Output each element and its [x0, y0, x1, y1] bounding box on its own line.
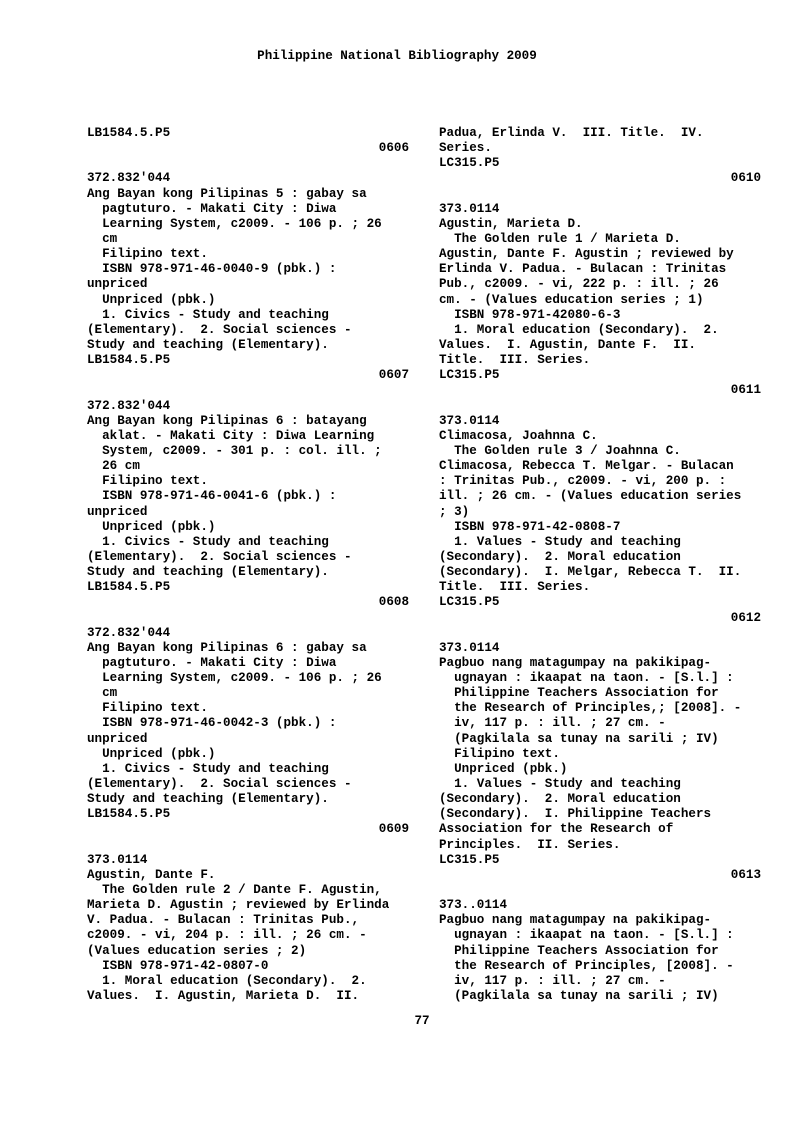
entry-line: Pagbuo nang matagumpay na pakikipag- — [439, 655, 712, 670]
entry-line: Ang Bayan kong Pilipinas 5 : gabay sa — [87, 186, 367, 201]
entry-line: The Golden rule 3 / Joahnna C. — [439, 443, 681, 458]
entry-separator — [87, 156, 409, 171]
entry-separator — [439, 187, 761, 202]
entry-line: Title. III. Series. — [439, 353, 591, 368]
entry-line: ISBN 978-971-42-0808-7 — [439, 519, 621, 534]
entry-line: ugnayan : ikaapat na taon. - [S.l.] : — [439, 671, 734, 686]
entry-line: Filipino text. — [439, 746, 560, 761]
entry-line: Learning System, c2009. - 106 p. ; 26 — [87, 671, 382, 686]
page-header: Philippine National Bibliography 2009 — [257, 49, 537, 63]
entry-separator — [439, 399, 761, 414]
entry-line: unpriced — [87, 731, 148, 746]
entry-line: the Research of Principles,; [2008]. - — [439, 701, 742, 716]
entry-line: Pagbuo nang matagumpay na pakikipag- — [439, 913, 712, 928]
entry-line: (Elementary). 2. Social sciences - — [87, 322, 352, 337]
entry-number: 0612 — [730, 610, 761, 625]
entry-line: Values. I. Agustin, Dante F. II. — [439, 337, 696, 352]
entry-line: ugnayan : ikaapat na taon. - [S.l.] : — [439, 928, 734, 943]
entry-line: (Secondary). I. Melgar, Rebecca T. II. — [439, 565, 742, 580]
entry-line: Climacosa, Joahnna C. — [439, 428, 598, 443]
entry-line: Ang Bayan kong Pilipinas 6 : batayang — [87, 413, 367, 428]
entry-line: Unpriced (pbk.) — [87, 746, 216, 761]
entry-line: LC315.P5 — [439, 156, 500, 171]
entry-line: System, c2009. - 301 p. : col. ill. ; — [87, 443, 382, 458]
entry-line: 373.0114 — [439, 640, 500, 655]
entry-line: Erlinda V. Padua. - Bulacan : Trinitas — [439, 262, 727, 277]
right-column — [439, 126, 761, 1004]
entry-line: cm — [87, 231, 118, 246]
entry-line: 373.0114 — [439, 201, 500, 216]
entry-line: LC315.P5 — [439, 852, 500, 867]
entry-line: Study and teaching (Elementary). — [87, 565, 329, 580]
entry-line: pagtuturo. - Makati City : Diwa — [87, 655, 337, 670]
entry-line: 1. Civics - Study and teaching — [87, 307, 329, 322]
entry-line: ISBN 978-971-46-0041-6 (pbk.) : — [87, 489, 337, 504]
entry-line: (Pagkilala sa tunay na sarili ; IV) — [439, 731, 719, 746]
entry-line: 26 cm — [87, 459, 140, 474]
entry-line: ISBN 978-971-42080-6-3 — [439, 307, 621, 322]
entry-line: Title. III. Series. — [439, 580, 591, 595]
entry-number: 0606 — [378, 141, 409, 156]
entry-line: 1. Moral education (Secondary). 2. — [439, 322, 719, 337]
entry-line: Agustin, Dante F. Agustin ; reviewed by — [439, 247, 734, 262]
entry-line: the Research of Principles, [2008]. - — [439, 958, 734, 973]
entry-line: cm — [87, 686, 118, 701]
entry-line: iv, 117 p. : ill. ; 27 cm. - — [439, 716, 666, 731]
entry-separator — [87, 611, 409, 626]
entry-separator — [439, 883, 761, 898]
entry-separator — [87, 838, 409, 853]
entry-line: Filipino text. — [87, 247, 208, 262]
entry-line: Filipino text. — [87, 701, 208, 716]
entry-line: (Secondary). 2. Moral education — [439, 792, 681, 807]
entry-number: 0608 — [378, 595, 409, 610]
entry-line: Unpriced (pbk.) — [439, 761, 568, 776]
entry-line: Study and teaching (Elementary). — [87, 337, 329, 352]
entry-line: 1. Civics - Study and teaching — [87, 761, 329, 776]
entry-line: Filipino text. — [87, 474, 208, 489]
left-column — [87, 126, 409, 1004]
entry-number: 0611 — [730, 383, 761, 398]
entry-line: LB1584.5.P5 — [87, 353, 171, 368]
entry-line: ; 3) — [439, 504, 470, 519]
entry-line: Values. I. Agustin, Marieta D. II. — [87, 989, 360, 1004]
entry-line: Study and teaching (Elementary). — [87, 792, 329, 807]
entry-line: Learning System, c2009. - 106 p. ; 26 — [87, 216, 382, 231]
entry-line: ISBN 978-971-46-0040-9 (pbk.) : — [87, 262, 337, 277]
entry-line: Padua, Erlinda V. III. Title. IV. — [439, 126, 704, 140]
entry-line: ISBN 978-971-46-0042-3 (pbk.) : — [87, 716, 337, 731]
entry-separator — [87, 383, 409, 398]
entry-line: Agustin, Marieta D. — [439, 216, 583, 231]
entry-line: iv, 117 p. : ill. ; 27 cm. - — [439, 973, 666, 988]
entry-number: 0607 — [378, 368, 409, 383]
entry-line: ISBN 978-971-42-0807-0 — [87, 958, 269, 973]
entry-line: 372.832'044 — [87, 171, 171, 186]
entry-line: ill. ; 26 cm. - (Values education series — [439, 489, 742, 504]
entry-line: Series. — [439, 141, 492, 156]
entry-line: pagtuturo. - Makati City : Diwa — [87, 201, 337, 216]
entry-line: V. Padua. - Bulacan : Trinitas Pub., — [87, 913, 360, 928]
entry-number: 0609 — [378, 822, 409, 837]
entry-line: (Pagkilala sa tunay na sarili ; IV) — [439, 989, 719, 1004]
entry-line: LC315.P5 — [439, 595, 500, 610]
entry-line: Agustin, Dante F. — [87, 867, 216, 882]
entry-line: (Secondary). 2. Moral education — [439, 549, 681, 564]
entry-line: c2009. - vi, 204 p. : ill. ; 26 cm. - — [87, 928, 367, 943]
entry-line: Ang Bayan kong Pilipinas 6 : gabay sa — [87, 640, 367, 655]
entry-line: The Golden rule 1 / Marieta D. — [439, 231, 681, 246]
entry-line: 373..0114 — [439, 898, 508, 913]
entry-line: (Elementary). 2. Social sciences - — [87, 549, 352, 564]
entry-line: unpriced — [87, 504, 148, 519]
entry-line: 373.0114 — [87, 852, 148, 867]
entry-separator — [439, 626, 761, 641]
entry-line: 1. Civics - Study and teaching — [87, 534, 329, 549]
entry-line: 1. Moral education (Secondary). 2. — [87, 973, 367, 988]
entry-line: Association for the Research of — [439, 822, 674, 837]
entry-line: Unpriced (pbk.) — [87, 292, 216, 307]
entry-line: (Secondary). I. Philippine Teachers — [439, 807, 712, 822]
entry-line: Philippine Teachers Association for — [439, 686, 719, 701]
entry-number: 0613 — [730, 867, 761, 882]
entry-line: Unpriced (pbk.) — [87, 519, 216, 534]
entry-line: The Golden rule 2 / Dante F. Agustin, — [87, 883, 382, 898]
entry-line: Pub., c2009. - vi, 222 p. : ill. ; 26 — [439, 277, 719, 292]
entry-line: Climacosa, Rebecca T. Melgar. - Bulacan — [439, 459, 734, 474]
entry-line: unpriced — [87, 277, 148, 292]
entry-line: 372.832'044 — [87, 398, 171, 413]
entry-line: cm. - (Values education series ; 1) — [439, 292, 704, 307]
entry-number: 0610 — [730, 171, 761, 186]
entry-line: : Trinitas Pub., c2009. - vi, 200 p. : — [439, 474, 727, 489]
entry-line: LB1584.5.P5 — [87, 807, 171, 822]
entry-line: aklat. - Makati City : Diwa Learning — [87, 428, 375, 443]
entry-line: LC315.P5 — [439, 368, 500, 383]
entry-line: Principles. II. Series. — [439, 837, 621, 852]
entry-line: Philippine Teachers Association for — [439, 943, 719, 958]
entry-line: (Values education series ; 2) — [87, 943, 307, 958]
entry-line: LB1584.5.P5 — [87, 126, 171, 140]
entry-line: 1. Values - Study and teaching — [439, 534, 681, 549]
entry-line: Marieta D. Agustin ; reviewed by Erlinda — [87, 898, 390, 913]
entry-line: (Elementary). 2. Social sciences - — [87, 777, 352, 792]
entry-line: 373.0114 — [439, 413, 500, 428]
entry-line: LB1584.5.P5 — [87, 580, 171, 595]
entry-line: 1. Values - Study and teaching — [439, 777, 681, 792]
entry-line: 372.832'044 — [87, 625, 171, 640]
page-number: 77 — [414, 1014, 430, 1028]
